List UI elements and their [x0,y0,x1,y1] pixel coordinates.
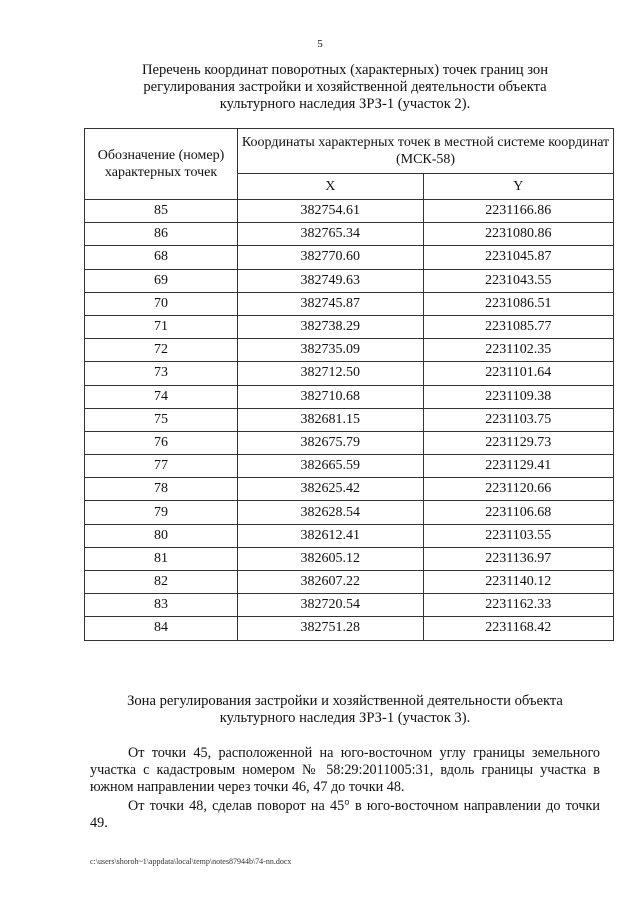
table-row [85,246,614,269]
paragraph-1-text: От точки 45, расположенной на юго-восточном углу границы земельного участка с кадастровым номером № 58:29:2011005:31, вдоль границы участка в южном направлении через точки 46, 47 до точки 48. [90,745,600,795]
paragraph-1 [90,745,600,796]
y-coordinate-cell: 2231129.73 [423,431,614,454]
x-coordinate-cell: 382745.87 [238,292,423,315]
header-coords: Координаты характерных точек в местной системе координат (МСК-58) [238,129,614,174]
table-row [85,524,614,547]
table-row [85,431,614,454]
point-number-cell: 72 [85,339,238,362]
header-y: Y [423,174,614,200]
table-row [85,269,614,292]
table-row [85,315,614,338]
table-row [85,617,614,640]
table-row [85,223,614,246]
title-line: культурного наследия ЗРЗ-1 (участок 2). [219,96,471,112]
x-coordinate-cell: 382625.42 [238,478,423,501]
title-line: регулирования застройки и хозяйственной деятельности объекта [143,79,547,95]
table-row [85,200,614,223]
x-coordinate-cell: 382628.54 [238,501,423,524]
point-number-cell: 82 [85,571,238,594]
coordinates-table [84,128,614,641]
y-coordinate-cell: 2231120.66 [423,478,614,501]
x-coordinate-cell: 382681.15 [238,408,423,431]
y-coordinate-cell: 2231086.51 [423,292,614,315]
point-number-cell: 78 [85,478,238,501]
y-coordinate-cell: 2231103.55 [423,524,614,547]
y-coordinate-cell: 2231166.86 [423,200,614,223]
point-number-cell: 76 [85,431,238,454]
table-row [85,478,614,501]
y-coordinate-cell: 2231085.77 [423,315,614,338]
x-coordinate-cell: 382605.12 [238,547,423,570]
table-row [85,385,614,408]
x-coordinate-cell: 382738.29 [238,315,423,338]
y-coordinate-cell: 2231102.35 [423,339,614,362]
table-row [85,571,614,594]
y-coordinate-cell: 2231129.41 [423,455,614,478]
y-coordinate-cell: 2231101.64 [423,362,614,385]
paragraph-2-text: От точки 48, сделав поворот на 45° в юго-восточном направлении до точки 49. [90,798,600,831]
section-title-line: культурного наследия ЗРЗ-1 (участок 3). [219,710,471,726]
point-number-cell: 86 [85,223,238,246]
table-row [85,547,614,570]
y-coordinate-cell: 2231106.68 [423,501,614,524]
x-coordinate-cell: 382665.59 [238,455,423,478]
point-number-cell: 75 [85,408,238,431]
table-body [85,200,614,641]
point-number-cell: 79 [85,501,238,524]
y-coordinate-cell: 2231043.55 [423,269,614,292]
x-coordinate-cell: 382710.68 [238,385,423,408]
table-row [85,408,614,431]
title-line: Перечень координат поворотных (характерных) точек границ зон [141,62,549,78]
point-number-cell: 77 [85,455,238,478]
x-coordinate-cell: 382675.79 [238,431,423,454]
x-coordinate-cell: 382612.41 [238,524,423,547]
x-coordinate-cell: 382607.22 [238,571,423,594]
table-row [85,594,614,617]
point-number-cell: 83 [85,594,238,617]
point-number-cell: 70 [85,292,238,315]
header-x: X [238,174,423,200]
x-coordinate-cell: 382720.54 [238,594,423,617]
point-number-cell: 81 [85,547,238,570]
x-coordinate-cell: 382754.61 [238,200,423,223]
point-number-cell: 69 [85,269,238,292]
point-number-cell: 71 [85,315,238,338]
section-title-line: Зона регулирования застройки и хозяйственной деятельности объекта [127,693,563,709]
point-number-cell: 80 [85,524,238,547]
x-coordinate-cell: 382712.50 [238,362,423,385]
y-coordinate-cell: 2231168.42 [423,617,614,640]
section-title [90,693,600,727]
y-coordinate-cell: 2231140.12 [423,571,614,594]
table-row [85,339,614,362]
x-coordinate-cell: 382770.60 [238,246,423,269]
table-row [85,501,614,524]
point-number-cell: 68 [85,246,238,269]
table-row [85,362,614,385]
point-number-cell: 84 [85,617,238,640]
x-coordinate-cell: 382749.63 [238,269,423,292]
y-coordinate-cell: 2231045.87 [423,246,614,269]
x-coordinate-cell: 382751.28 [238,617,423,640]
x-coordinate-cell: 382735.09 [238,339,423,362]
y-coordinate-cell: 2231162.33 [423,594,614,617]
y-coordinate-cell: 2231109.38 [423,385,614,408]
x-coordinate-cell: 382765.34 [238,223,423,246]
table-row [85,292,614,315]
header-point: Обозначение (номер) характерных точек [85,129,238,200]
page-number: 5 [317,38,323,50]
paragraph-2 [90,798,600,832]
y-coordinate-cell: 2231103.75 [423,408,614,431]
footer-file-path: c:\users\shoroh~1\appdata\local\temp\notes87944b\74-nn.docx [90,857,292,866]
table-row [85,455,614,478]
y-coordinate-cell: 2231136.97 [423,547,614,570]
point-number-cell: 74 [85,385,238,408]
document-title [90,62,600,113]
y-coordinate-cell: 2231080.86 [423,223,614,246]
point-number-cell: 73 [85,362,238,385]
point-number-cell: 85 [85,200,238,223]
